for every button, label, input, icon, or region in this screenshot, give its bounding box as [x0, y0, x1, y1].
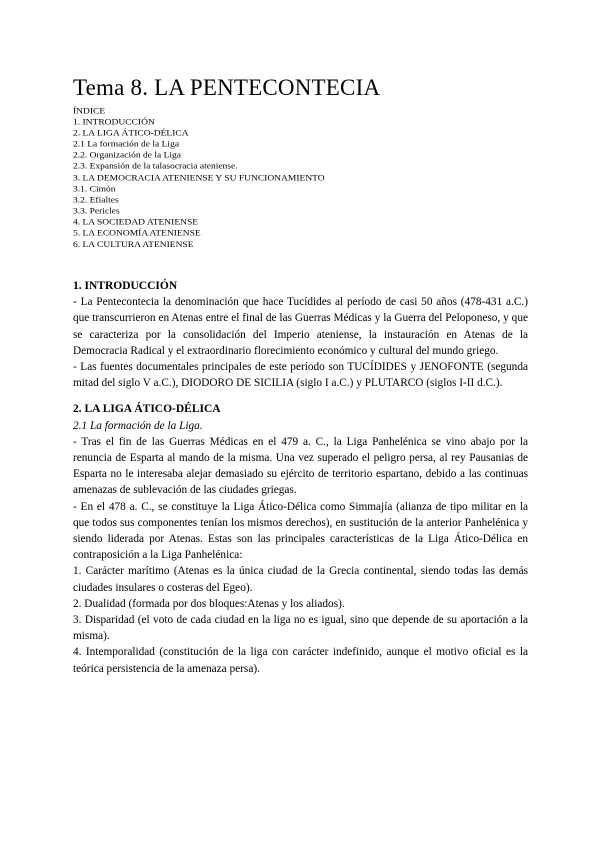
toc-item: 3. LA DEMOCRACIA ATENIENSE Y SU FUNCIONAMIENTO	[73, 173, 325, 183]
toc-item: 1. INTRODUCCIÓN	[73, 118, 155, 128]
toc-item: 5. LA ECONOMÍA ATENIENSE	[73, 229, 201, 239]
paragraph: - La Pentecontecia la denominación que hace Tucídides al período de casi 50 años (478-431 a.C.) que transcurrieron en Atenas entre el final de las Guerras Médicas y la Guerra del Peloponeso, y que se caracteriza por la consolidación del Imperio ateniense, la instauración en Atenas de la Democracia Radical y el extraordinario florecimiento económico y cultural del mundo griego.	[73, 296, 528, 357]
table-of-contents	[73, 106, 533, 251]
document-title: Tema 8. LA PENTECONTECIA	[73, 75, 381, 100]
toc-item: 6. LA CULTURA ATENIENSE	[73, 240, 194, 250]
toc-item: 4. LA SOCIEDAD ATENIENSE	[73, 218, 199, 228]
toc-item: 2.2. Organización de la Liga	[73, 151, 181, 161]
list-item: 3. Disparidad (el voto de cada ciudad en la liga no es igual, sino que depende de su aportación a la misma).	[73, 614, 528, 643]
toc-item: 3.3. Pericles	[73, 207, 120, 217]
list-item: 2. Dualidad (formada por dos bloques:Atenas y los aliados).	[73, 597, 345, 610]
paragraph: - Tras el fin de las Guerras Médicas en el 479 a. C., la Liga Panhelénica se vino abajo por la renuncia de Esparta al mando de la misma. Una vez superado el peligro persa, al rey Pausanias de Esparta no le interesaba alejar demasiado su ejército de territorio espartano, debido a las continuas amenazas de sublevación de las ciudades griegas.	[73, 435, 528, 497]
paragraph: - Las fuentes documentales principales de este período son TUCÍDIDES y JENOFONTE (segunda mitad del siglo V a.C.), DIODORO DE SICILIA (siglo I a.C.) y PLUTARCO (siglos I-II d.C.).	[73, 361, 528, 390]
toc-item: 3.1. Cimón	[73, 184, 116, 195]
toc-item: 2. LA LIGA ÁTICO-DÉLICA	[73, 129, 189, 139]
section-heading: 1. INTRODUCCIÓN	[73, 280, 178, 292]
subsection-heading: 2.1 La formación de la Liga.	[73, 419, 203, 432]
list-item: 1. Carácter marítimo (Atenas es la única ciudad de la Grecia continental, siendo todas las demás ciudades insulares o costeras del Egeo).	[73, 565, 528, 594]
toc-item: 2.1 La formación de la Liga	[73, 140, 180, 150]
toc-item: 2.3. Expansión de la talasocracia ateniense.	[73, 162, 238, 172]
list-item: 4. Intemporalidad (constitución de la liga con carácter indefinido, aunque el motivo oficial es la teórica persistencia de la amenaza persa).	[73, 646, 528, 675]
toc-heading: ÍNDICE	[73, 106, 106, 117]
paragraph: - En el 478 a. C., se constituye la Liga Ático-Délica como Simmajía (alianza de tipo militar en la que todos sus componentes tenían los mismos derechos), en sustitución de la anterior Panhelénica y siendo liderada por Atenas. Estas son las principales características de la Liga Ático-Délica en contraposición a la Liga Panhelénica:	[73, 500, 528, 562]
document-body	[73, 278, 528, 677]
section-heading: 2. LA LIGA ÁTICO-DÉLICA	[73, 403, 221, 416]
toc-item: 3.2. Efialtes	[73, 195, 119, 206]
